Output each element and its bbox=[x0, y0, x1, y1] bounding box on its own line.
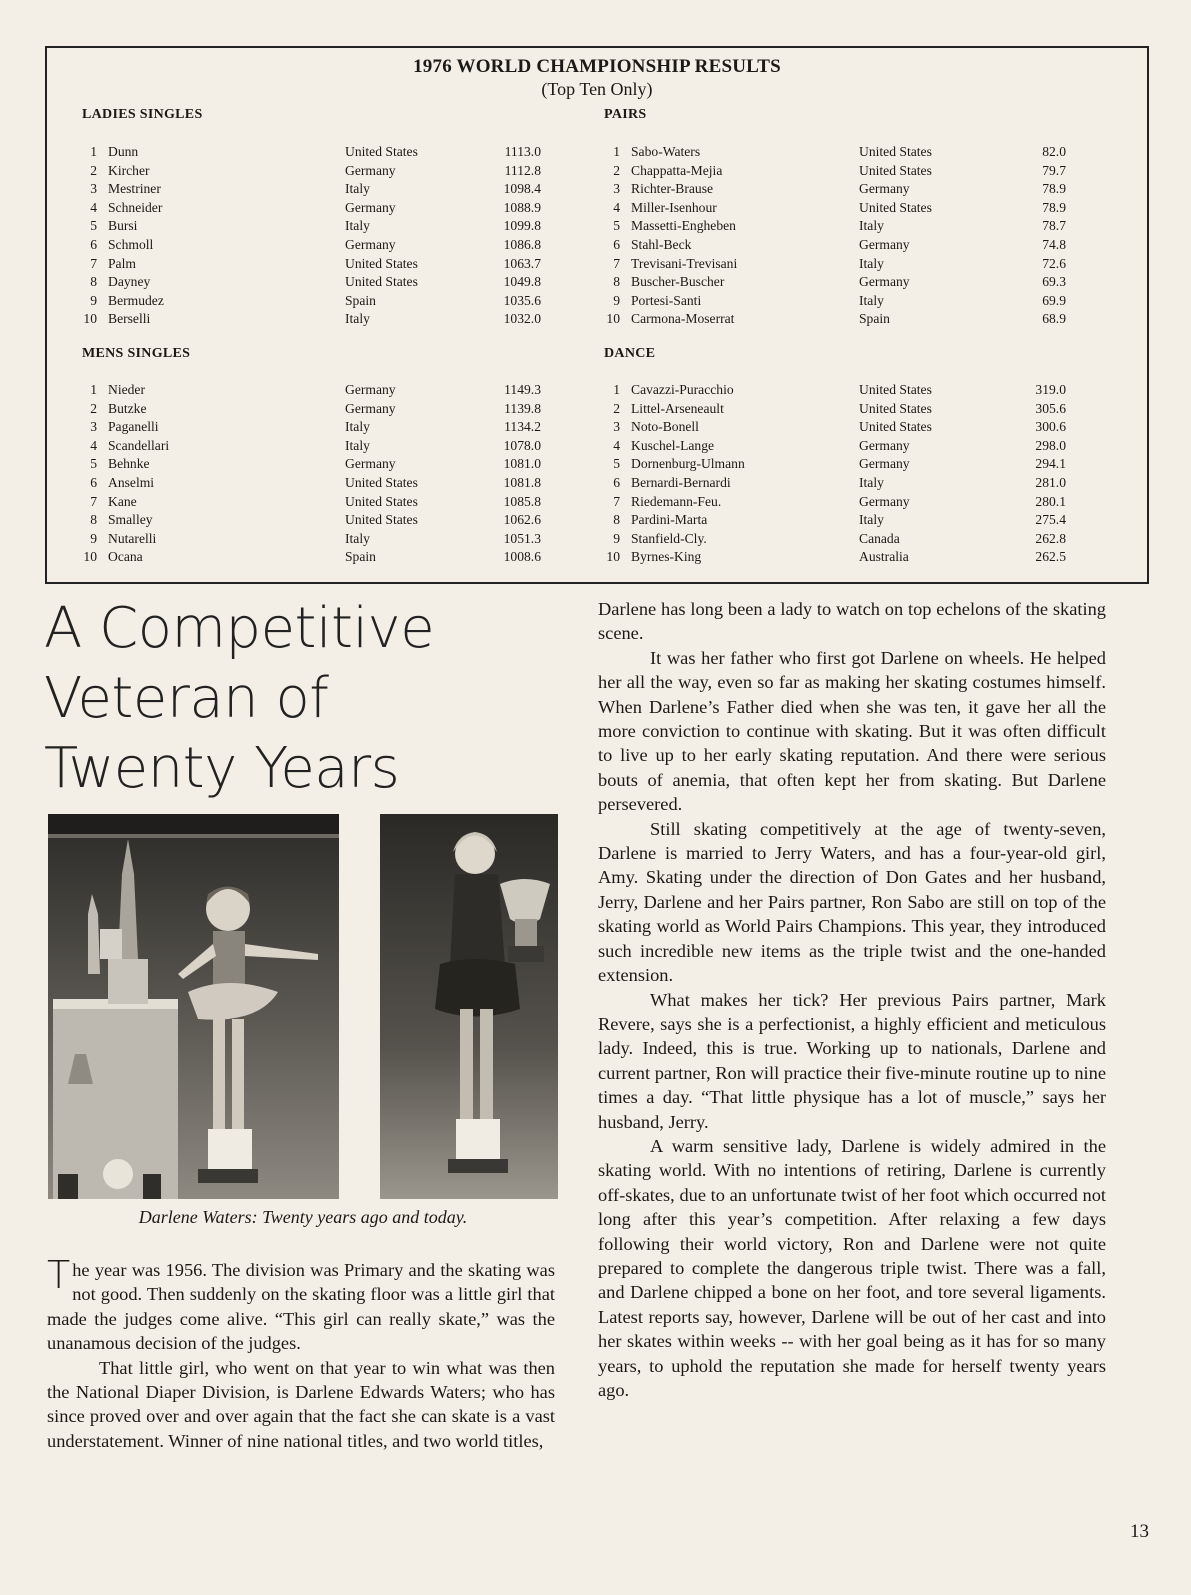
score-cell: 319.0 bbox=[1035, 382, 1066, 397]
table-row bbox=[596, 218, 1096, 237]
table-row bbox=[73, 200, 573, 219]
name-cell: Cavazzi-Puracchio bbox=[631, 382, 734, 397]
rank-cell: 10 bbox=[83, 311, 97, 327]
score-cell: 78.9 bbox=[1042, 181, 1066, 197]
score-cell: 69.3 bbox=[1042, 274, 1066, 290]
country-cell: Australia bbox=[859, 549, 909, 565]
article-left-paragraph-1 bbox=[47, 1253, 555, 1356]
score-cell: 262.5 bbox=[1035, 549, 1066, 565]
score-cell: 82.0 bbox=[1042, 144, 1066, 159]
rank-cell: 9 bbox=[90, 530, 97, 546]
rank-cell: 2 bbox=[90, 162, 97, 178]
table-row bbox=[596, 293, 1096, 312]
rank-cell: 2 bbox=[613, 162, 620, 178]
rank-cell: 6 bbox=[90, 474, 97, 490]
score-cell: 69.9 bbox=[1042, 292, 1066, 308]
rank-cell: 7 bbox=[90, 255, 97, 271]
dance-heading: DANCE bbox=[604, 346, 656, 361]
name-cell: Smalley bbox=[108, 512, 153, 528]
name-cell: Scandellari bbox=[108, 437, 170, 453]
score-cell: 1085.8 bbox=[503, 493, 541, 509]
score-cell: 78.7 bbox=[1042, 218, 1066, 234]
table-row bbox=[73, 144, 573, 163]
country-cell: Italy bbox=[345, 437, 370, 453]
score-cell: 262.8 bbox=[1035, 530, 1066, 546]
table-row bbox=[73, 256, 573, 275]
rank-cell: 6 bbox=[613, 236, 620, 252]
country-cell: Germany bbox=[345, 400, 396, 416]
country-cell: Italy bbox=[859, 474, 884, 490]
table-row bbox=[73, 419, 573, 438]
table-row bbox=[73, 531, 573, 550]
score-cell: 1149.3 bbox=[504, 382, 541, 397]
results-subtitle: (Top Ten Only) bbox=[541, 79, 653, 99]
name-cell: Ocana bbox=[108, 549, 143, 565]
photo-caption: Darlene Waters: Twenty years ago and today. bbox=[138, 1207, 468, 1227]
table-row bbox=[596, 419, 1096, 438]
score-cell: 79.7 bbox=[1042, 162, 1066, 178]
country-cell: Spain bbox=[859, 311, 890, 327]
score-cell: 1051.3 bbox=[503, 530, 541, 546]
score-cell: 1113.0 bbox=[504, 144, 541, 159]
article-right-paragraph-1: Darlene has long been a lady to watch on top echelons of the skating scene. bbox=[598, 599, 1106, 644]
table-row bbox=[596, 200, 1096, 219]
name-cell: Berselli bbox=[108, 311, 151, 327]
score-cell: 300.6 bbox=[1035, 419, 1066, 435]
rank-cell: 3 bbox=[613, 419, 620, 435]
score-cell: 275.4 bbox=[1035, 512, 1066, 528]
table-row bbox=[596, 274, 1096, 293]
country-cell: Germany bbox=[859, 274, 910, 290]
article-right-paragraph-2: It was her father who first got Darlene on wheels. He helped her all the way, even so far as making her skating costumes himself. When Darlene’s Father died when she was ten, it gave her all the more conviction to continue with skating. But it was often difficult to live up to her early skating reputation. And there were serious bouts of anemia, that often kept her from skating. But Darlene persevered. bbox=[598, 647, 1106, 815]
score-cell: 280.1 bbox=[1035, 493, 1066, 509]
rank-cell: 5 bbox=[90, 456, 97, 472]
name-cell: Dunn bbox=[108, 144, 139, 159]
rank-cell: 1 bbox=[90, 382, 97, 397]
table-row bbox=[596, 549, 1096, 568]
pairs-heading: PAIRS bbox=[604, 107, 647, 122]
name-cell: Butzke bbox=[108, 400, 147, 416]
rank-cell: 7 bbox=[613, 493, 620, 509]
name-cell: Bernardi-Bernardi bbox=[631, 474, 731, 490]
name-cell: Littel-Arseneault bbox=[631, 400, 724, 416]
name-cell: Noto-Bonell bbox=[631, 419, 699, 435]
country-cell: United States bbox=[859, 144, 932, 159]
headline-line-1: A Competitive bbox=[44, 596, 435, 661]
table-row bbox=[73, 512, 573, 531]
score-cell: 1035.6 bbox=[503, 292, 541, 308]
name-cell: Carmona-Moserrat bbox=[631, 311, 735, 327]
country-cell: Italy bbox=[859, 218, 884, 234]
table-row bbox=[73, 401, 573, 420]
rank-cell: 2 bbox=[90, 400, 97, 416]
country-cell: Germany bbox=[345, 236, 396, 252]
article-right-column bbox=[598, 597, 1106, 1402]
name-cell: Anselmi bbox=[108, 474, 155, 490]
name-cell: Massetti-Engheben bbox=[631, 218, 736, 234]
country-cell: United States bbox=[345, 274, 418, 290]
country-cell: United States bbox=[859, 382, 932, 397]
score-cell: 1032.0 bbox=[503, 311, 541, 327]
country-cell: Germany bbox=[345, 382, 396, 397]
score-cell: 78.9 bbox=[1042, 199, 1066, 215]
rank-cell: 5 bbox=[613, 218, 620, 234]
table-row bbox=[596, 531, 1096, 550]
score-cell: 1049.8 bbox=[503, 274, 541, 290]
score-cell: 68.9 bbox=[1042, 311, 1066, 327]
drop-cap: T bbox=[47, 1253, 71, 1297]
table-row bbox=[596, 181, 1096, 200]
rank-cell: 7 bbox=[613, 255, 620, 271]
name-cell: Kircher bbox=[108, 162, 150, 178]
table-row bbox=[73, 218, 573, 237]
pairs-rows bbox=[596, 144, 1096, 330]
country-cell: Germany bbox=[859, 456, 910, 472]
country-cell: Germany bbox=[345, 199, 396, 215]
table-row bbox=[596, 438, 1096, 457]
score-cell: 1081.0 bbox=[503, 456, 541, 472]
rank-cell: 1 bbox=[613, 144, 620, 159]
table-row bbox=[596, 256, 1096, 275]
name-cell: Schmoll bbox=[108, 236, 154, 252]
article-left-paragraph-1-text: he year was 1956. The division was Primary and the skating was not good. Then suddenly on the skating floor was a little girl that made the judges come alive. “This girl can really skate,” was the unanamous decision of the judges. bbox=[47, 1260, 555, 1354]
article-right-paragraph-5: A warm sensitive lady, Darlene is widely admired in the skating world. With no intentions of retiring, Darlene is currently off-skates, due to an unfortunate twist of her foot which occurred not long after this year’s competition. After relaxing a few days following their world victory, Ron and Darlene were not quite prepared to complete the dangerous triple twist. There was a fall, and Darlene chipped a bone on her foot, and tore several ligaments. Latest reports say, however, Darlene will be out of her cast and into her skates within weeks -- with her goal being as it has for so many years, to uphold the reputation she made for herself twenty years ago. bbox=[598, 1135, 1106, 1400]
country-cell: United States bbox=[859, 400, 932, 416]
country-cell: United States bbox=[859, 162, 932, 178]
dance-rows bbox=[596, 382, 1096, 568]
rank-cell: 8 bbox=[613, 274, 620, 290]
name-cell: Kuschel-Lange bbox=[631, 437, 715, 453]
name-cell: Nutarelli bbox=[108, 530, 157, 546]
table-row bbox=[73, 293, 573, 312]
rank-cell: 4 bbox=[90, 199, 97, 215]
score-cell: 72.6 bbox=[1042, 255, 1066, 271]
name-cell: Mestriner bbox=[108, 181, 161, 197]
rank-cell: 3 bbox=[613, 181, 620, 197]
score-cell: 1088.9 bbox=[503, 199, 541, 215]
score-cell: 281.0 bbox=[1035, 474, 1066, 490]
name-cell: Buscher-Buscher bbox=[631, 274, 725, 290]
rank-cell: 5 bbox=[613, 456, 620, 472]
country-cell: Italy bbox=[859, 512, 884, 528]
country-cell: United States bbox=[345, 493, 418, 509]
table-row bbox=[73, 438, 573, 457]
rank-cell: 8 bbox=[90, 512, 97, 528]
country-cell: Germany bbox=[859, 437, 910, 453]
table-row bbox=[596, 475, 1096, 494]
score-cell: 1086.8 bbox=[503, 236, 541, 252]
rank-cell: 10 bbox=[606, 549, 620, 565]
name-cell: Byrnes-King bbox=[631, 549, 702, 565]
name-cell: Bermudez bbox=[108, 292, 164, 308]
article-left-paragraph-2: That little girl, who went on that year to win what was then the National Diaper Division, is Darlene Edwards Waters; who has since proved over and over again that the fact she can skate is a vast understatement. Winner of nine national titles, and two world titles, bbox=[47, 1357, 555, 1451]
ladies-singles-rows bbox=[73, 144, 573, 330]
table-row bbox=[596, 237, 1096, 256]
name-cell: Trevisani-Trevisani bbox=[631, 255, 738, 271]
table-row bbox=[73, 549, 573, 568]
name-cell: Chappatta-Mejia bbox=[631, 162, 723, 178]
table-row bbox=[73, 237, 573, 256]
country-cell: United States bbox=[345, 144, 418, 159]
rank-cell: 7 bbox=[90, 493, 97, 509]
country-cell: Germany bbox=[859, 493, 910, 509]
score-cell: 74.8 bbox=[1042, 236, 1066, 252]
name-cell: Stahl-Beck bbox=[631, 236, 692, 252]
name-cell: Pardini-Marta bbox=[631, 512, 708, 528]
rank-cell: 8 bbox=[613, 512, 620, 528]
rank-cell: 3 bbox=[90, 419, 97, 435]
name-cell: Miller-Isenhour bbox=[631, 199, 717, 215]
article-left-column bbox=[47, 1253, 555, 1453]
table-row bbox=[596, 163, 1096, 182]
country-cell: Italy bbox=[345, 530, 370, 546]
table-row bbox=[596, 494, 1096, 513]
name-cell: Schneider bbox=[108, 199, 163, 215]
country-cell: Italy bbox=[345, 181, 370, 197]
headline-line-2: Veteran of bbox=[44, 666, 329, 731]
country-cell: Italy bbox=[859, 292, 884, 308]
table-row bbox=[73, 311, 573, 330]
article-right-paragraph-4: What makes her tick? Her previous Pairs partner, Mark Revere, says she is a perfectionist, a highly efficient and meticulous lady. Indeed, this is true. Working up to nationals, Darlene and current partner, Ron will practice their five-minute routine up to nine times a day. “That little physique has a lot of muscle,” says her husband, Jerry. bbox=[598, 989, 1106, 1132]
table-row bbox=[596, 401, 1096, 420]
ladies-singles-heading: LADIES SINGLES bbox=[82, 107, 203, 122]
name-cell: Sabo-Waters bbox=[631, 144, 701, 159]
table-row bbox=[596, 144, 1096, 163]
name-cell: Paganelli bbox=[108, 419, 159, 435]
table-row bbox=[73, 456, 573, 475]
rank-cell: 9 bbox=[613, 292, 620, 308]
headline-line-3: Twenty Years bbox=[44, 736, 400, 801]
country-cell: United States bbox=[345, 255, 418, 271]
country-cell: United States bbox=[859, 199, 932, 215]
table-row bbox=[73, 475, 573, 494]
score-cell: 294.1 bbox=[1035, 456, 1066, 472]
score-cell: 1099.8 bbox=[503, 218, 541, 234]
score-cell: 1062.6 bbox=[503, 512, 541, 528]
rank-cell: 4 bbox=[613, 199, 620, 215]
page-number: 13 bbox=[1130, 1521, 1149, 1542]
table-row bbox=[73, 163, 573, 182]
photo-child-skater bbox=[48, 814, 339, 1199]
score-cell: 1112.8 bbox=[504, 162, 541, 178]
rank-cell: 3 bbox=[90, 181, 97, 197]
photo-adult-skater bbox=[380, 814, 558, 1199]
rank-cell: 4 bbox=[613, 437, 620, 453]
rank-cell: 6 bbox=[613, 474, 620, 490]
country-cell: Italy bbox=[345, 311, 370, 327]
country-cell: Spain bbox=[345, 292, 376, 308]
score-cell: 1139.8 bbox=[504, 400, 541, 416]
results-title: 1976 WORLD CHAMPIONSHIP RESULTS bbox=[413, 56, 781, 77]
score-cell: 298.0 bbox=[1035, 437, 1066, 453]
name-cell: Richter-Brause bbox=[631, 181, 714, 197]
rank-cell: 10 bbox=[83, 549, 97, 565]
country-cell: Canada bbox=[859, 530, 900, 546]
name-cell: Kane bbox=[108, 493, 137, 509]
score-cell: 1134.2 bbox=[504, 419, 541, 435]
country-cell: Germany bbox=[345, 162, 396, 178]
table-row bbox=[73, 494, 573, 513]
country-cell: Germany bbox=[859, 236, 910, 252]
score-cell: 1063.7 bbox=[503, 255, 541, 271]
article-headline bbox=[44, 594, 584, 804]
rank-cell: 1 bbox=[613, 382, 620, 397]
table-row bbox=[73, 382, 573, 401]
country-cell: Italy bbox=[345, 419, 370, 435]
country-cell: United States bbox=[345, 512, 418, 528]
name-cell: Dornenburg-Ulmann bbox=[631, 456, 745, 472]
country-cell: United States bbox=[859, 419, 932, 435]
rank-cell: 9 bbox=[90, 292, 97, 308]
country-cell: Italy bbox=[859, 255, 884, 271]
name-cell: Behnke bbox=[108, 456, 150, 472]
name-cell: Stanfield-Cly. bbox=[631, 530, 707, 546]
rank-cell: 1 bbox=[90, 144, 97, 159]
country-cell: Germany bbox=[345, 456, 396, 472]
rank-cell: 4 bbox=[90, 437, 97, 453]
results-table bbox=[45, 46, 1149, 584]
table-row bbox=[596, 382, 1096, 401]
name-cell: Portesi-Santi bbox=[631, 292, 702, 308]
table-row bbox=[596, 456, 1096, 475]
country-cell: United States bbox=[345, 474, 418, 490]
name-cell: Riedemann-Feu. bbox=[631, 493, 722, 509]
score-cell: 1078.0 bbox=[503, 437, 541, 453]
name-cell: Bursi bbox=[108, 218, 138, 234]
name-cell: Nieder bbox=[108, 382, 145, 397]
country-cell: Spain bbox=[345, 549, 376, 565]
rank-cell: 9 bbox=[613, 530, 620, 546]
score-cell: 1098.4 bbox=[503, 181, 541, 197]
table-row bbox=[73, 181, 573, 200]
score-cell: 1008.6 bbox=[503, 549, 541, 565]
country-cell: Germany bbox=[859, 181, 910, 197]
name-cell: Dayney bbox=[108, 274, 151, 290]
table-row bbox=[596, 311, 1096, 330]
table-row bbox=[73, 274, 573, 293]
score-cell: 305.6 bbox=[1035, 400, 1066, 416]
article-right-paragraph-3: Still skating competitively at the age of twenty-seven, Darlene is married to Jerry Waters, and has a four-year-old girl, Amy. Skating under the direction of Don Gates and her husband, Jerry, Darlene and her Pairs partner, Ron Sabo are still on top of the skating world as World Pairs Champions. This year, they introduced such incredible new items as the triple twist and the one-handed extension. bbox=[598, 818, 1106, 986]
country-cell: Italy bbox=[345, 218, 370, 234]
rank-cell: 6 bbox=[90, 236, 97, 252]
mens-singles-rows bbox=[73, 382, 573, 568]
rank-cell: 10 bbox=[606, 311, 620, 327]
rank-cell: 2 bbox=[613, 400, 620, 416]
name-cell: Palm bbox=[108, 255, 136, 271]
score-cell: 1081.8 bbox=[503, 474, 541, 490]
rank-cell: 5 bbox=[90, 218, 97, 234]
table-row bbox=[596, 512, 1096, 531]
rank-cell: 8 bbox=[90, 274, 97, 290]
mens-singles-heading: MENS SINGLES bbox=[82, 346, 191, 361]
